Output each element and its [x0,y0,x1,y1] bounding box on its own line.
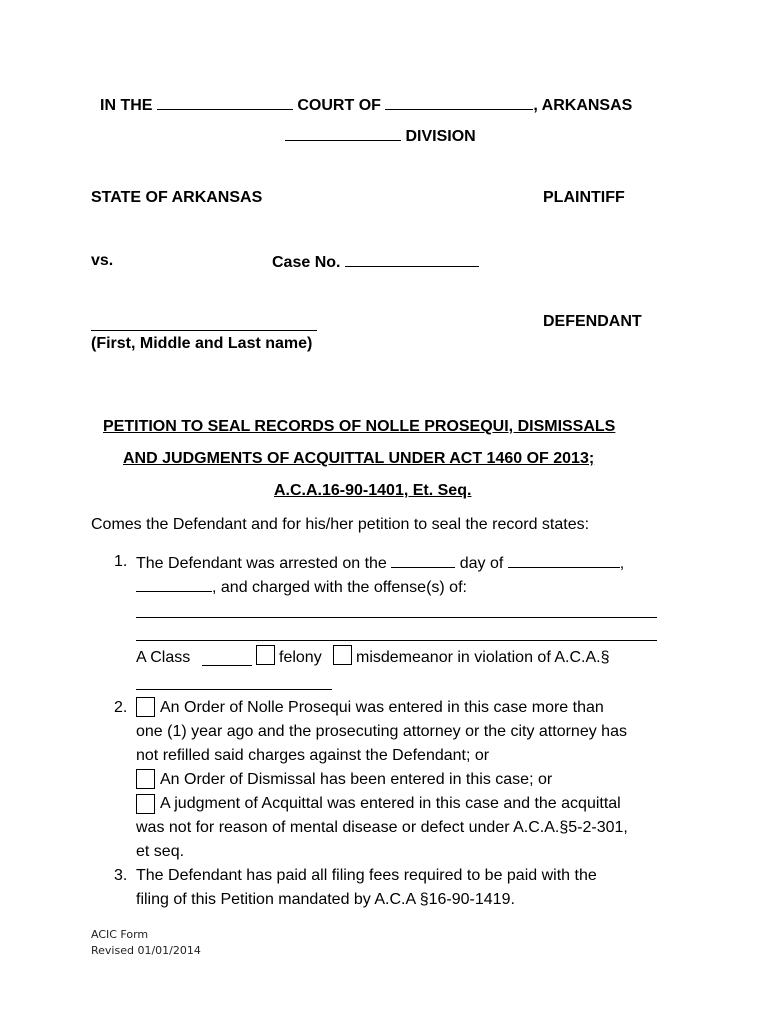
aca-section-field[interactable] [136,689,332,690]
title-line-3: A.C.A.16-90-1401, Et. Seq. [274,482,472,499]
item-3-line-1: The Defendant has paid all filing fees required to be paid with the [136,867,597,884]
in-the-label: IN THE [100,97,153,114]
class-label: A Class [136,649,191,666]
misdemeanor-label: misdemeanor in violation of A.C.A.§ [356,649,610,666]
misdemeanor-checkbox[interactable] [333,645,352,665]
division-field[interactable] [285,126,401,141]
item-2-line-1: An Order of Nolle Prosequi was entered in this case more than [160,699,604,716]
item-2-line-2: one (1) year ago and the prosecuting attorney or the city attorney has [136,723,627,740]
division-label: DIVISION [405,128,476,145]
item-1-text-d: , and charged with the offense(s) of: [212,579,467,596]
item-1-line-1 [136,553,624,573]
item-1-number: 1. [114,553,128,570]
defendant-name-field[interactable] [91,330,317,331]
offense-field-2[interactable] [136,640,657,641]
caption-court-line [100,95,632,115]
case-no-label: Case No. [272,254,341,271]
case-no-field[interactable] [345,252,479,267]
court-of-label: COURT OF [297,97,381,114]
item-2-number: 2. [114,699,128,716]
item-3-line-2: filing of this Petition mandated by A.C.A §16-90-1419. [136,891,515,908]
case-no-line [272,252,479,272]
nolle-prosequi-checkbox[interactable] [136,697,155,717]
intro-text: Comes the Defendant and for his/her petition to seal the record states: [91,516,590,533]
arrest-month-field[interactable] [508,553,620,568]
item-2-line-6: was not for reason of mental disease or defect under A.C.A.§5-2-301, [136,819,628,836]
item-1-text-a: The Defendant was arrested on the [136,555,387,572]
item-1-text-c: , [619,555,625,572]
item-2-line-3: not refilled said charges against the Defendant; or [136,747,490,764]
county-field[interactable] [385,95,533,110]
plaintiff-label: PLAINTIFF [543,189,625,206]
arrest-day-field[interactable] [391,553,455,568]
class-field[interactable] [202,665,252,666]
arrest-year-field[interactable] [136,577,212,592]
dismissal-checkbox[interactable] [136,769,155,789]
item-2-line-5: A judgment of Acquittal was entered in this case and the acquittal [160,795,621,812]
item-2-line-4: An Order of Dismissal has been entered in this case; or [160,771,553,788]
state-label: STATE OF ARKANSAS [91,189,263,206]
footer-form-label: ACIC Form [91,928,149,941]
item-1-text-b: day of [459,555,504,572]
felony-label: felony [279,649,322,666]
name-hint-label: (First, Middle and Last name) [91,335,313,352]
acquittal-checkbox[interactable] [136,794,155,814]
footer-revised-label: Revised 01/01/2014 [91,944,201,957]
title-line-2: AND JUDGMENTS OF ACQUITTAL UNDER ACT 1460 OF 2013; [123,450,595,467]
offense-field-1[interactable] [136,617,657,618]
arkansas-label: , ARKANSAS [533,97,633,114]
item-3-number: 3. [114,867,128,884]
court-name-field[interactable] [157,95,293,110]
item-1-line-2 [136,577,467,597]
vs-label: vs. [91,252,114,269]
item-2-line-7: et seq. [136,843,185,860]
felony-checkbox[interactable] [256,645,275,665]
caption-division-line [285,126,476,146]
title-line-1: PETITION TO SEAL RECORDS OF NOLLE PROSEQUI, DISMISSALS [103,418,616,435]
defendant-label: DEFENDANT [543,313,642,330]
